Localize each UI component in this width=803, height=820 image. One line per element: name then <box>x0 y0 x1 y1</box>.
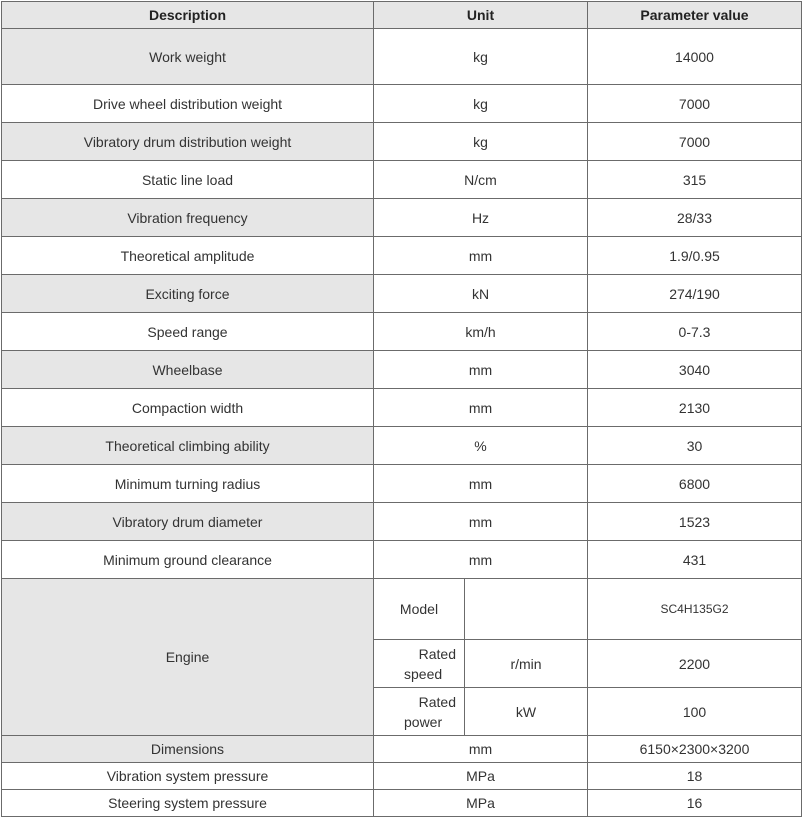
table-row <box>2 465 802 503</box>
row-value: 6150×2300×3200 <box>588 736 802 763</box>
table-row <box>2 29 802 85</box>
engine-speed-label <box>374 640 465 688</box>
header-value: Parameter value <box>588 2 802 29</box>
row-description: Dimensions <box>2 736 374 763</box>
row-description: Theoretical climbing ability <box>2 427 374 465</box>
row-unit: kg <box>374 123 588 161</box>
row-value: 7000 <box>588 85 802 123</box>
table-row <box>2 736 802 763</box>
parameter-table <box>1 1 802 817</box>
table-row <box>2 351 802 389</box>
table-row <box>2 161 802 199</box>
engine-speed-value: 2200 <box>588 640 802 688</box>
row-unit: Hz <box>374 199 588 237</box>
header-description: Description <box>2 2 374 29</box>
row-value: 30 <box>588 427 802 465</box>
row-description: Compaction width <box>2 389 374 427</box>
row-value: 7000 <box>588 123 802 161</box>
header-unit: Unit <box>374 2 588 29</box>
row-description: Vibration frequency <box>2 199 374 237</box>
row-value: 0-7.3 <box>588 313 802 351</box>
row-description: Minimum ground clearance <box>2 541 374 579</box>
row-unit: mm <box>374 465 588 503</box>
table-row <box>2 790 802 817</box>
row-description: Speed range <box>2 313 374 351</box>
engine-row-model <box>2 579 802 640</box>
row-unit: N/cm <box>374 161 588 199</box>
table-row <box>2 85 802 123</box>
table-row <box>2 313 802 351</box>
row-unit: % <box>374 427 588 465</box>
row-value: 14000 <box>588 29 802 85</box>
engine-power-label <box>374 688 465 736</box>
table-row <box>2 541 802 579</box>
row-unit: kN <box>374 275 588 313</box>
row-value: 1.9/0.95 <box>588 237 802 275</box>
row-value: 28/33 <box>588 199 802 237</box>
row-description: Drive wheel distribution weight <box>2 85 374 123</box>
row-description: Exciting force <box>2 275 374 313</box>
engine-power-unit: kW <box>465 688 588 736</box>
row-value: 274/190 <box>588 275 802 313</box>
engine-speed-label-line1: Rated <box>418 645 456 662</box>
row-description: Work weight <box>2 29 374 85</box>
row-value: 3040 <box>588 351 802 389</box>
row-description: Theoretical amplitude <box>2 237 374 275</box>
engine-power-label-line2: power <box>404 713 443 730</box>
engine-speed-label-line2: speed <box>404 665 443 682</box>
table-row <box>2 503 802 541</box>
table-row <box>2 123 802 161</box>
engine-model-value: SC4H135G2 <box>588 579 802 640</box>
row-unit: kg <box>374 29 588 85</box>
row-value: 6800 <box>588 465 802 503</box>
table-row <box>2 389 802 427</box>
table-row <box>2 199 802 237</box>
table-row <box>2 237 802 275</box>
row-value: 1523 <box>588 503 802 541</box>
table-row <box>2 427 802 465</box>
row-unit: MPa <box>374 763 588 790</box>
engine-speed-unit: r/min <box>465 640 588 688</box>
engine-power-label-line1: Rated <box>418 693 456 710</box>
row-description: Minimum turning radius <box>2 465 374 503</box>
row-value: 2130 <box>588 389 802 427</box>
row-unit: mm <box>374 503 588 541</box>
engine-label: Engine <box>2 579 374 736</box>
row-description: Wheelbase <box>2 351 374 389</box>
table-row <box>2 763 802 790</box>
row-description: Vibratory drum distribution weight <box>2 123 374 161</box>
row-unit: MPa <box>374 790 588 817</box>
row-unit: mm <box>374 351 588 389</box>
row-description: Vibration system pressure <box>2 763 374 790</box>
row-description: Steering system pressure <box>2 790 374 817</box>
row-unit: kg <box>374 85 588 123</box>
row-unit: mm <box>374 237 588 275</box>
table-row <box>2 275 802 313</box>
engine-model-unit <box>465 579 588 640</box>
row-unit: mm <box>374 736 588 763</box>
row-value: 16 <box>588 790 802 817</box>
row-unit: mm <box>374 541 588 579</box>
row-description: Static line load <box>2 161 374 199</box>
row-value: 315 <box>588 161 802 199</box>
engine-power-value: 100 <box>588 688 802 736</box>
row-value: 431 <box>588 541 802 579</box>
row-unit: km/h <box>374 313 588 351</box>
table-header-row <box>2 2 802 29</box>
row-unit: mm <box>374 389 588 427</box>
engine-model-label: Model <box>374 579 465 640</box>
row-description: Vibratory drum diameter <box>2 503 374 541</box>
row-value: 18 <box>588 763 802 790</box>
